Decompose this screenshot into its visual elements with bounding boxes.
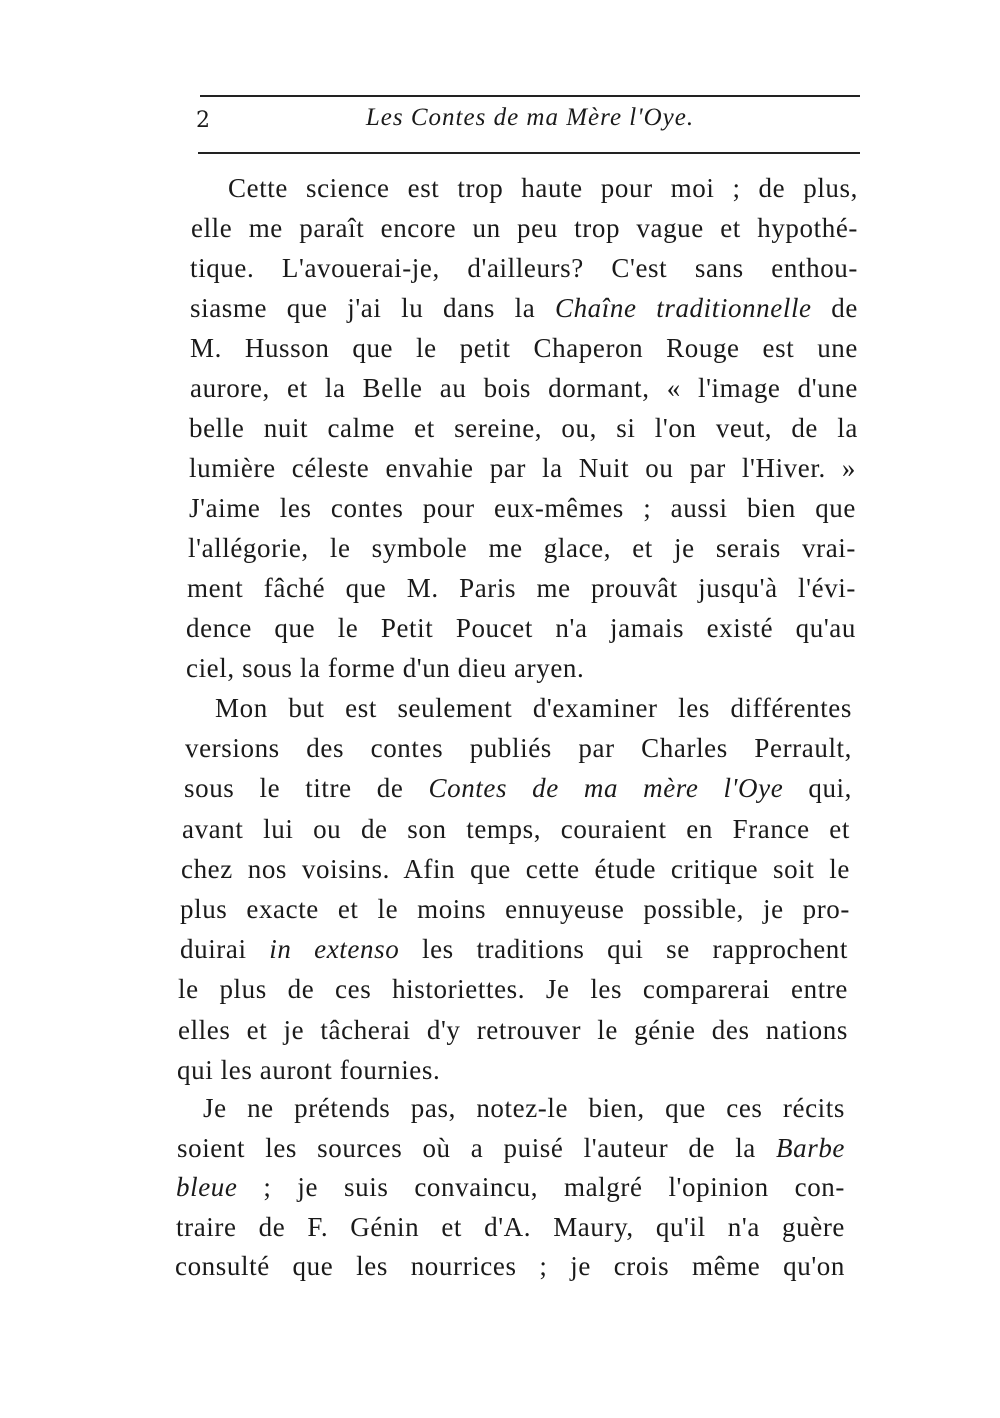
header-rule-top [200, 95, 860, 97]
text-line: elles et je tâcherai d'y retrouver le génie des nations [178, 1014, 848, 1045]
text-line: plus exacte et le moins ennuyeuse possible, je pro- [180, 894, 850, 924]
text-line: tique. L'avouerai-je, d'ailleurs? C'est sans enthou- [190, 253, 858, 283]
text-line: consulté que les nourrices ; je crois même qu'on [175, 1251, 845, 1281]
text-line: elle me paraît encore un peu trop vague et hypothé- [191, 213, 858, 243]
text-line: bleue ; je suis convaincu, malgré l'opinion con- [176, 1172, 845, 1202]
text-line: qui les auront fournies. [177, 1054, 441, 1085]
text-line: duirai in extenso les traditions qui se rapprochent [180, 934, 849, 965]
text-line: lumière céleste envahie par la Nuit ou par l'Hiver. » [189, 453, 856, 483]
page-number: 2 [196, 108, 210, 133]
text-line: Mon but est seulement d'examiner les différentes [215, 693, 852, 723]
text-line: versions des contes publiés par Charles Perrault, [185, 733, 852, 764]
text-line: le plus de ces historiettes. Je les comparerai entre [178, 974, 848, 1005]
text-line: ment fâché que M. Paris me prouvât jusqu'à l'évi- [187, 573, 856, 603]
running-title: Les Contes de ma Mère l'Oye. [365, 104, 695, 131]
text-line: chez nos voisins. Afin que cette étude critique soit le [181, 853, 850, 884]
text-line: dence que le Petit Poucet n'a jamais existé qu'au [186, 613, 856, 643]
text-line: belle nuit calme et sereine, ou, si l'on veut, de la [189, 413, 858, 443]
text-line: avant lui ou de son temps, couraient en France et [182, 813, 850, 844]
text-line: traire de F. Génin et d'A. Maury, qu'il n'a guère [176, 1211, 845, 1242]
text-line: soient les sources où a puisé l'auteur de la Barbe [177, 1132, 845, 1163]
text-line: Je ne prétends pas, notez-le bien, que ces récits [203, 1093, 845, 1123]
text-line: sous le titre de Contes de ma mère l'Oye qui, [184, 773, 852, 804]
text-line: Cette science est trop haute pour moi ; de plus, [228, 173, 858, 203]
text-line: l'allégorie, le symbole me glace, et je serais vrai- [188, 533, 856, 563]
text-line: siasme que j'ai lu dans la Chaîne traditionnelle de [190, 293, 858, 323]
text-line: M. Husson que le petit Chaperon Rouge est une [190, 333, 858, 363]
text-line: aurore, et la Belle au bois dormant, « l'image d'une [190, 373, 858, 403]
text-line: ciel, sous la forme d'un dieu aryen. [186, 653, 585, 683]
header-rule-bottom [198, 152, 860, 154]
text-line: J'aime les contes pour eux-mêmes ; aussi bien que [189, 493, 856, 523]
